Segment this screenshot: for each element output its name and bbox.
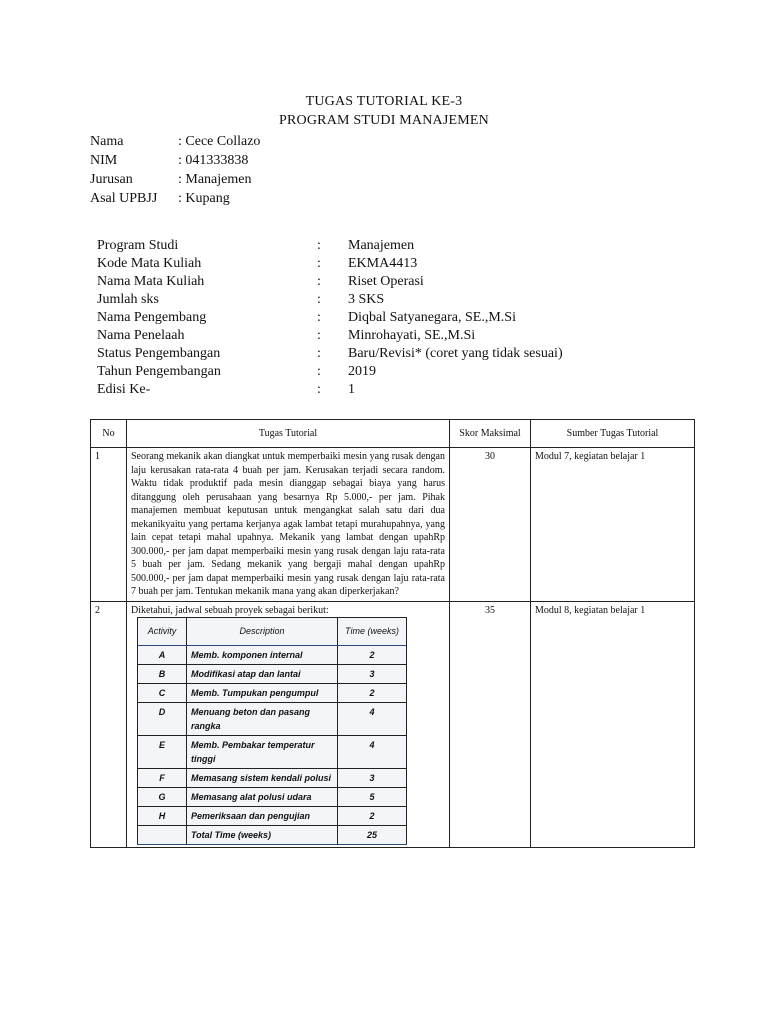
student-nim-row <box>90 151 260 170</box>
schedule-row <box>138 735 407 768</box>
course-row <box>97 327 563 345</box>
schedule-description: Memb. komponen internal <box>187 645 338 664</box>
student-value: : Cece Collazo <box>178 134 261 149</box>
header-task: Tugas Tutorial <box>127 420 450 448</box>
course-colon: : <box>317 346 321 361</box>
schedule-description: Memasang sistem kendali polusi <box>187 768 338 787</box>
table-row <box>91 601 695 847</box>
course-colon: : <box>317 364 321 379</box>
course-colon: : <box>317 328 321 343</box>
schedule-table <box>137 617 407 845</box>
header-no: No <box>91 420 127 448</box>
course-value: 1 <box>348 382 355 397</box>
student-upbjj-row <box>90 189 260 208</box>
course-label: Nama Pengembang <box>97 310 207 325</box>
course-value: Diqbal Satyanegara, SE.,M.Si <box>348 310 516 325</box>
course-info <box>97 237 563 399</box>
schedule-row <box>138 683 407 702</box>
student-name-row <box>90 132 260 151</box>
schedule-row <box>138 768 407 787</box>
schedule-row <box>138 702 407 735</box>
row-score: 35 <box>450 601 531 847</box>
student-value: : Kupang <box>178 191 230 206</box>
document-title: TUGAS TUTORIAL KE-3 <box>305 94 463 109</box>
course-colon: : <box>317 256 321 271</box>
schedule-row <box>138 787 407 806</box>
course-label: Edisi Ke- <box>97 382 151 397</box>
row-source: Modul 7, kegiatan belajar 1 <box>531 448 695 602</box>
schedule-activity: B <box>138 664 187 683</box>
course-row <box>97 363 563 381</box>
student-info <box>90 132 260 208</box>
course-value: EKMA4413 <box>348 256 418 271</box>
schedule-activity: F <box>138 768 187 787</box>
task-table <box>90 419 695 848</box>
row-source: Modul 8, kegiatan belajar 1 <box>531 601 695 847</box>
schedule-activity: C <box>138 683 187 702</box>
course-label: Tahun Pengembangan <box>97 364 221 379</box>
course-row <box>97 381 563 399</box>
row-task: Seorang mekanik akan diangkat untuk memperbaiki mesin yang rusak dengan laju kerusakan rata-rata 4 buah per jam. Kerusakan terjadi secara random. Waktu tidak produktif pada mesin dianggap sebagai biaya yang harus ditanggung oleh perusahaan yang besarnya Rp 5.000,- per jam. Pihak manajemen membuat keputusan untuk mengangkat salah satu dari dua mekanikyaitu yang pertama kerjanya agak lambat tetapi murahupahnya, yang lain cepat tetapi mahal upahnya. Mekanik yang lambat dengan upahRp 300.000,- per jam dapat memperbaiki mesin yang rusak dengan laju rata-rata 5 buah per jam. Sedang mekanik yang bergaji mahal dengan upahRp 500.000,- per jam dapat memperbaiki mesin yang rusak dengan laju rata-rata 7 buah per jam. Tentukan mekanik mana yang akan diperkerjakan? <box>127 448 450 602</box>
course-row <box>97 255 563 273</box>
course-row <box>97 237 563 255</box>
schedule-header-time: Time (weeks) <box>338 617 407 645</box>
schedule-activity: G <box>138 787 187 806</box>
student-label: Nama <box>90 134 124 149</box>
student-major-row <box>90 170 260 189</box>
course-label: Status Pengembangan <box>97 346 221 361</box>
course-row <box>97 345 563 363</box>
schedule-time: 2 <box>338 806 407 825</box>
course-label: Kode Mata Kuliah <box>97 256 202 271</box>
course-row <box>97 273 563 291</box>
task-table-header <box>91 420 695 448</box>
course-value: Manajemen <box>348 238 415 253</box>
schedule-row <box>138 645 407 664</box>
student-value: : Manajemen <box>178 172 252 187</box>
header-source: Sumber Tugas Tutorial <box>531 420 695 448</box>
schedule-row <box>138 664 407 683</box>
student-label: Jurusan <box>90 172 133 187</box>
row-score: 30 <box>450 448 531 602</box>
student-label: Asal UPBJJ <box>90 191 158 206</box>
course-row <box>97 291 563 309</box>
schedule-activity: E <box>138 735 187 768</box>
schedule-activity: H <box>138 806 187 825</box>
course-label: Nama Mata Kuliah <box>97 274 205 289</box>
schedule-time: 5 <box>338 787 407 806</box>
header-score: Skor Maksimal <box>450 420 531 448</box>
table-row <box>91 448 695 602</box>
schedule-description: Menuang beton dan pasang rangka <box>187 702 338 735</box>
course-colon: : <box>317 310 321 325</box>
schedule-total-spacer <box>138 825 187 844</box>
schedule-time: 2 <box>338 645 407 664</box>
schedule-time: 3 <box>338 664 407 683</box>
document-subtitle: PROGRAM STUDI MANAJEMEN <box>279 113 489 128</box>
schedule-time: 2 <box>338 683 407 702</box>
schedule-total-label: Total Time (weeks) <box>187 825 338 844</box>
schedule-total-row <box>138 825 407 844</box>
course-value: Baru/Revisi* (coret yang tidak sesuai) <box>348 346 563 361</box>
course-label: Program Studi <box>97 238 179 253</box>
course-value: 3 SKS <box>348 292 385 307</box>
schedule-activity: A <box>138 645 187 664</box>
schedule-time: 3 <box>338 768 407 787</box>
course-colon: : <box>317 238 321 253</box>
schedule-header <box>138 617 407 645</box>
row-no: 2 <box>91 601 127 847</box>
schedule-time: 4 <box>338 702 407 735</box>
schedule-time: 4 <box>338 735 407 768</box>
course-colon: : <box>317 274 321 289</box>
schedule-header-description: Description <box>187 617 338 645</box>
course-label: Nama Penelaah <box>97 328 185 343</box>
schedule-activity: D <box>138 702 187 735</box>
schedule-description: Memasang alat polusi udara <box>187 787 338 806</box>
course-colon: : <box>317 382 321 397</box>
course-value: 2019 <box>348 364 376 379</box>
schedule-row <box>138 806 407 825</box>
schedule-total-value: 25 <box>338 825 407 844</box>
course-colon: : <box>317 292 321 307</box>
row-task: Diketahui, jadwal sebuah proyek sebagai berikut: <box>131 604 329 616</box>
row-task-cell <box>127 601 450 847</box>
schedule-description: Modifikasi atap dan lantai <box>187 664 338 683</box>
schedule-description: Memb. Pembakar temperatur tinggi <box>187 735 338 768</box>
course-value: Riset Operasi <box>348 274 424 289</box>
schedule-description: Memb. Tumpukan pengumpul <box>187 683 338 702</box>
course-label: Jumlah sks <box>97 292 159 307</box>
course-value: Minrohayati, SE.,M.Si <box>348 328 476 343</box>
student-label: NIM <box>90 153 118 168</box>
course-row <box>97 309 563 327</box>
row-no: 1 <box>91 448 127 602</box>
schedule-description: Pemeriksaan dan pengujian <box>187 806 338 825</box>
student-value: : 041333838 <box>178 153 249 168</box>
schedule-header-activity: Activity <box>138 617 187 645</box>
